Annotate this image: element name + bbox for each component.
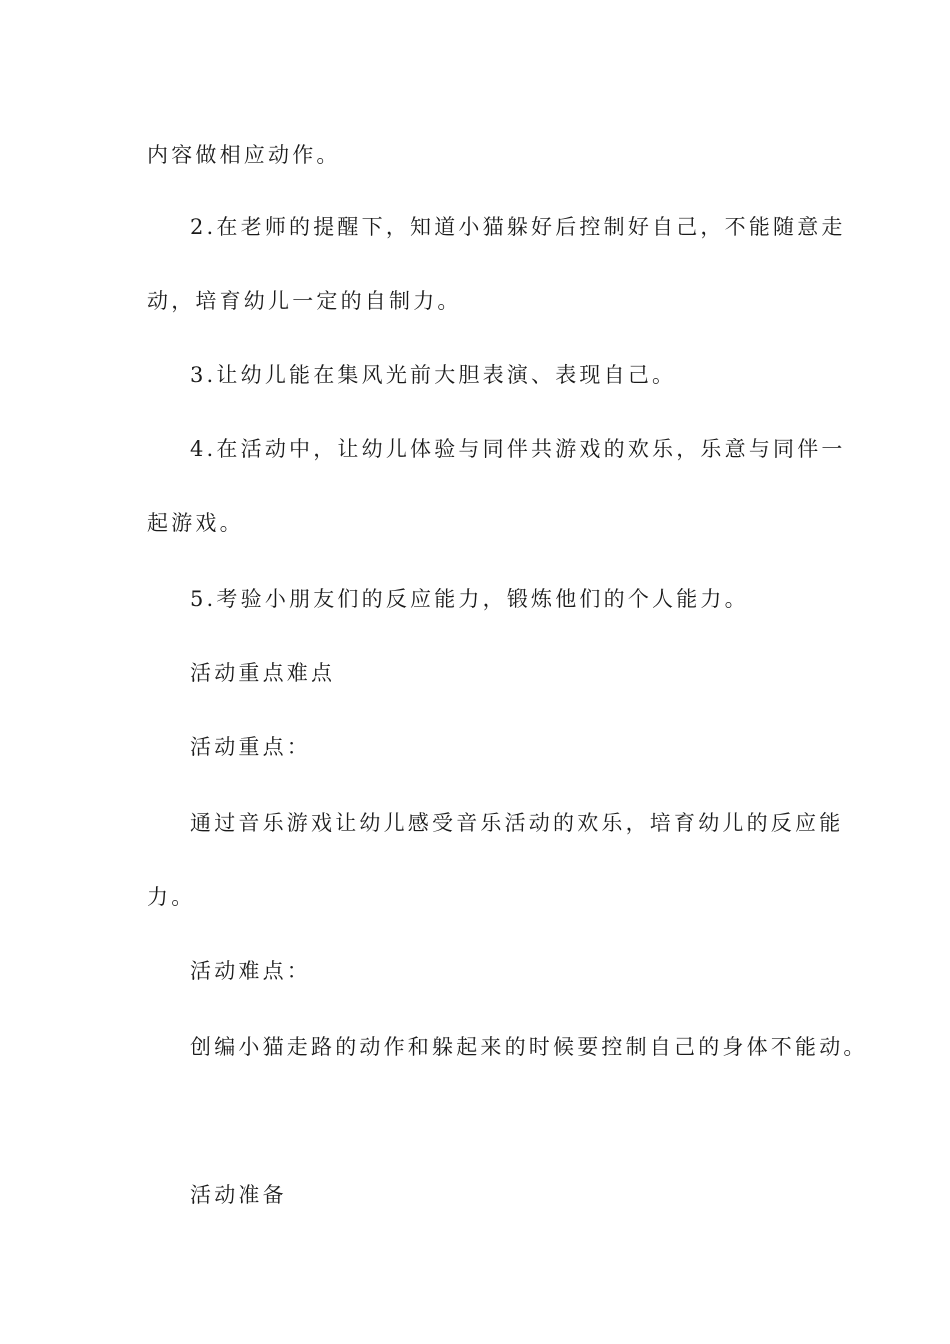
subheading-difficulties: 活动难点： bbox=[190, 959, 311, 983]
difficulties-line: 创编小猫走路的动作和躲起来的时候要控制自己的身体不能动。 bbox=[190, 1035, 868, 1059]
objective-4-line: 4.在活动中，让幼儿体验与同伴共游戏的欢乐，乐意与同伴一 bbox=[190, 437, 846, 461]
section-heading: 活动重点难点 bbox=[190, 661, 336, 685]
objective-5-line: 5.考验小朋友们的反应能力，锻炼他们的个人能力。 bbox=[190, 587, 749, 611]
paragraph-line: 起游戏。 bbox=[147, 511, 244, 535]
objective-2-line: 2.在老师的提醒下，知道小猫躲好后控制好自己，不能随意走 bbox=[190, 215, 846, 239]
key-points-line: 通过音乐游戏让幼儿感受音乐活动的欢乐，培育幼儿的反应能 bbox=[190, 811, 844, 835]
subheading-key-points: 活动重点： bbox=[190, 735, 311, 759]
objective-3-line: 3.让幼儿能在集风光前大胆表演、表现自己。 bbox=[190, 363, 677, 387]
section-heading-preparation: 活动准备 bbox=[190, 1183, 287, 1207]
paragraph-line: 动，培育幼儿一定的自制力。 bbox=[147, 289, 462, 313]
paragraph-line: 力。 bbox=[147, 885, 196, 909]
paragraph-line: 内容做相应动作。 bbox=[147, 143, 341, 167]
